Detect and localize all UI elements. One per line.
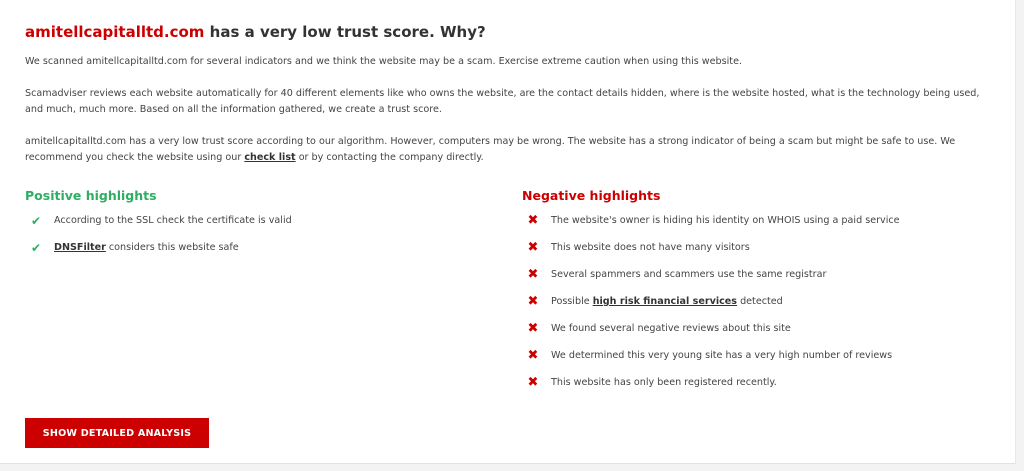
list-item-text: We determined this very young site has a very high number of reviews — [551, 350, 893, 361]
title-domain: amitellcapitalltd.com — [25, 23, 205, 41]
page-title — [25, 22, 990, 42]
list-item-text: detected — [737, 296, 783, 307]
list-item-text: This website has only been registered recently. — [551, 377, 777, 388]
list-item-link[interactable]: DNSFilter — [54, 242, 106, 253]
negative-list — [522, 214, 992, 390]
disclaimer-text-after: or by contacting the company directly. — [295, 152, 484, 163]
x-icon: ✖ — [527, 375, 539, 390]
x-icon: ✖ — [527, 213, 539, 228]
list-item-text: According to the SSL check the certificate is valid — [54, 215, 292, 226]
list-item-text: We found several negative reviews about this site — [551, 323, 791, 334]
list-item-text: This website does not have many visitors — [551, 242, 750, 253]
list-item — [25, 241, 495, 255]
check-icon: ✔ — [30, 214, 42, 228]
scan-summary: We scanned amitellcapitalltd.com for several indicators and we think the website may be a scam. Exercise extreme caution when using this website. — [25, 56, 743, 67]
list-item-text: Several spammers and scammers use the same registrar — [551, 269, 827, 280]
method-explanation: Scamadviser reviews each website automatically for 40 different elements like who owns the website, are the contact details hidden, where is the website hosted, what is the technology being used, and much, much more. Based on all the information gathered, we create a trust score. — [25, 88, 980, 115]
show-detailed-analysis-button[interactable]: SHOW DETAILED ANALYSIS — [25, 418, 209, 448]
negative-highlights — [522, 186, 992, 403]
list-item — [522, 349, 992, 363]
list-item-text: considers this website safe — [105, 242, 239, 253]
list-item — [522, 268, 992, 282]
positive-highlights-title: Positive highlights — [25, 188, 157, 203]
list-item — [522, 241, 992, 255]
list-item-text: The website's owner is hiding his identity on WHOIS using a paid service — [551, 215, 900, 226]
x-icon: ✖ — [527, 294, 539, 309]
list-item — [522, 214, 992, 228]
list-item — [522, 295, 992, 309]
list-item-text: Possible — [551, 296, 593, 307]
x-icon: ✖ — [527, 321, 539, 336]
x-icon: ✖ — [527, 267, 539, 282]
check-list-link[interactable]: check list — [244, 152, 296, 163]
positive-list — [25, 214, 495, 255]
disclaimer-text-before: amitellcapitalltd.com has a very low trust score according to our algorithm. However, computers may be wrong. The website has a strong indicator of being a scam but might be safe to use. We recommend you check the website using our — [25, 136, 956, 163]
list-item — [522, 376, 992, 390]
x-icon: ✖ — [527, 348, 539, 363]
check-icon: ✔ — [30, 241, 42, 255]
title-text: has a very low trust score. Why? — [204, 23, 486, 41]
score-disclaimer — [25, 134, 990, 166]
list-item — [25, 214, 495, 228]
list-item — [522, 322, 992, 336]
negative-highlights-title: Negative highlights — [522, 188, 661, 203]
list-item-link[interactable]: high risk financial services — [592, 296, 738, 307]
x-icon: ✖ — [527, 240, 539, 255]
positive-highlights — [25, 186, 495, 268]
